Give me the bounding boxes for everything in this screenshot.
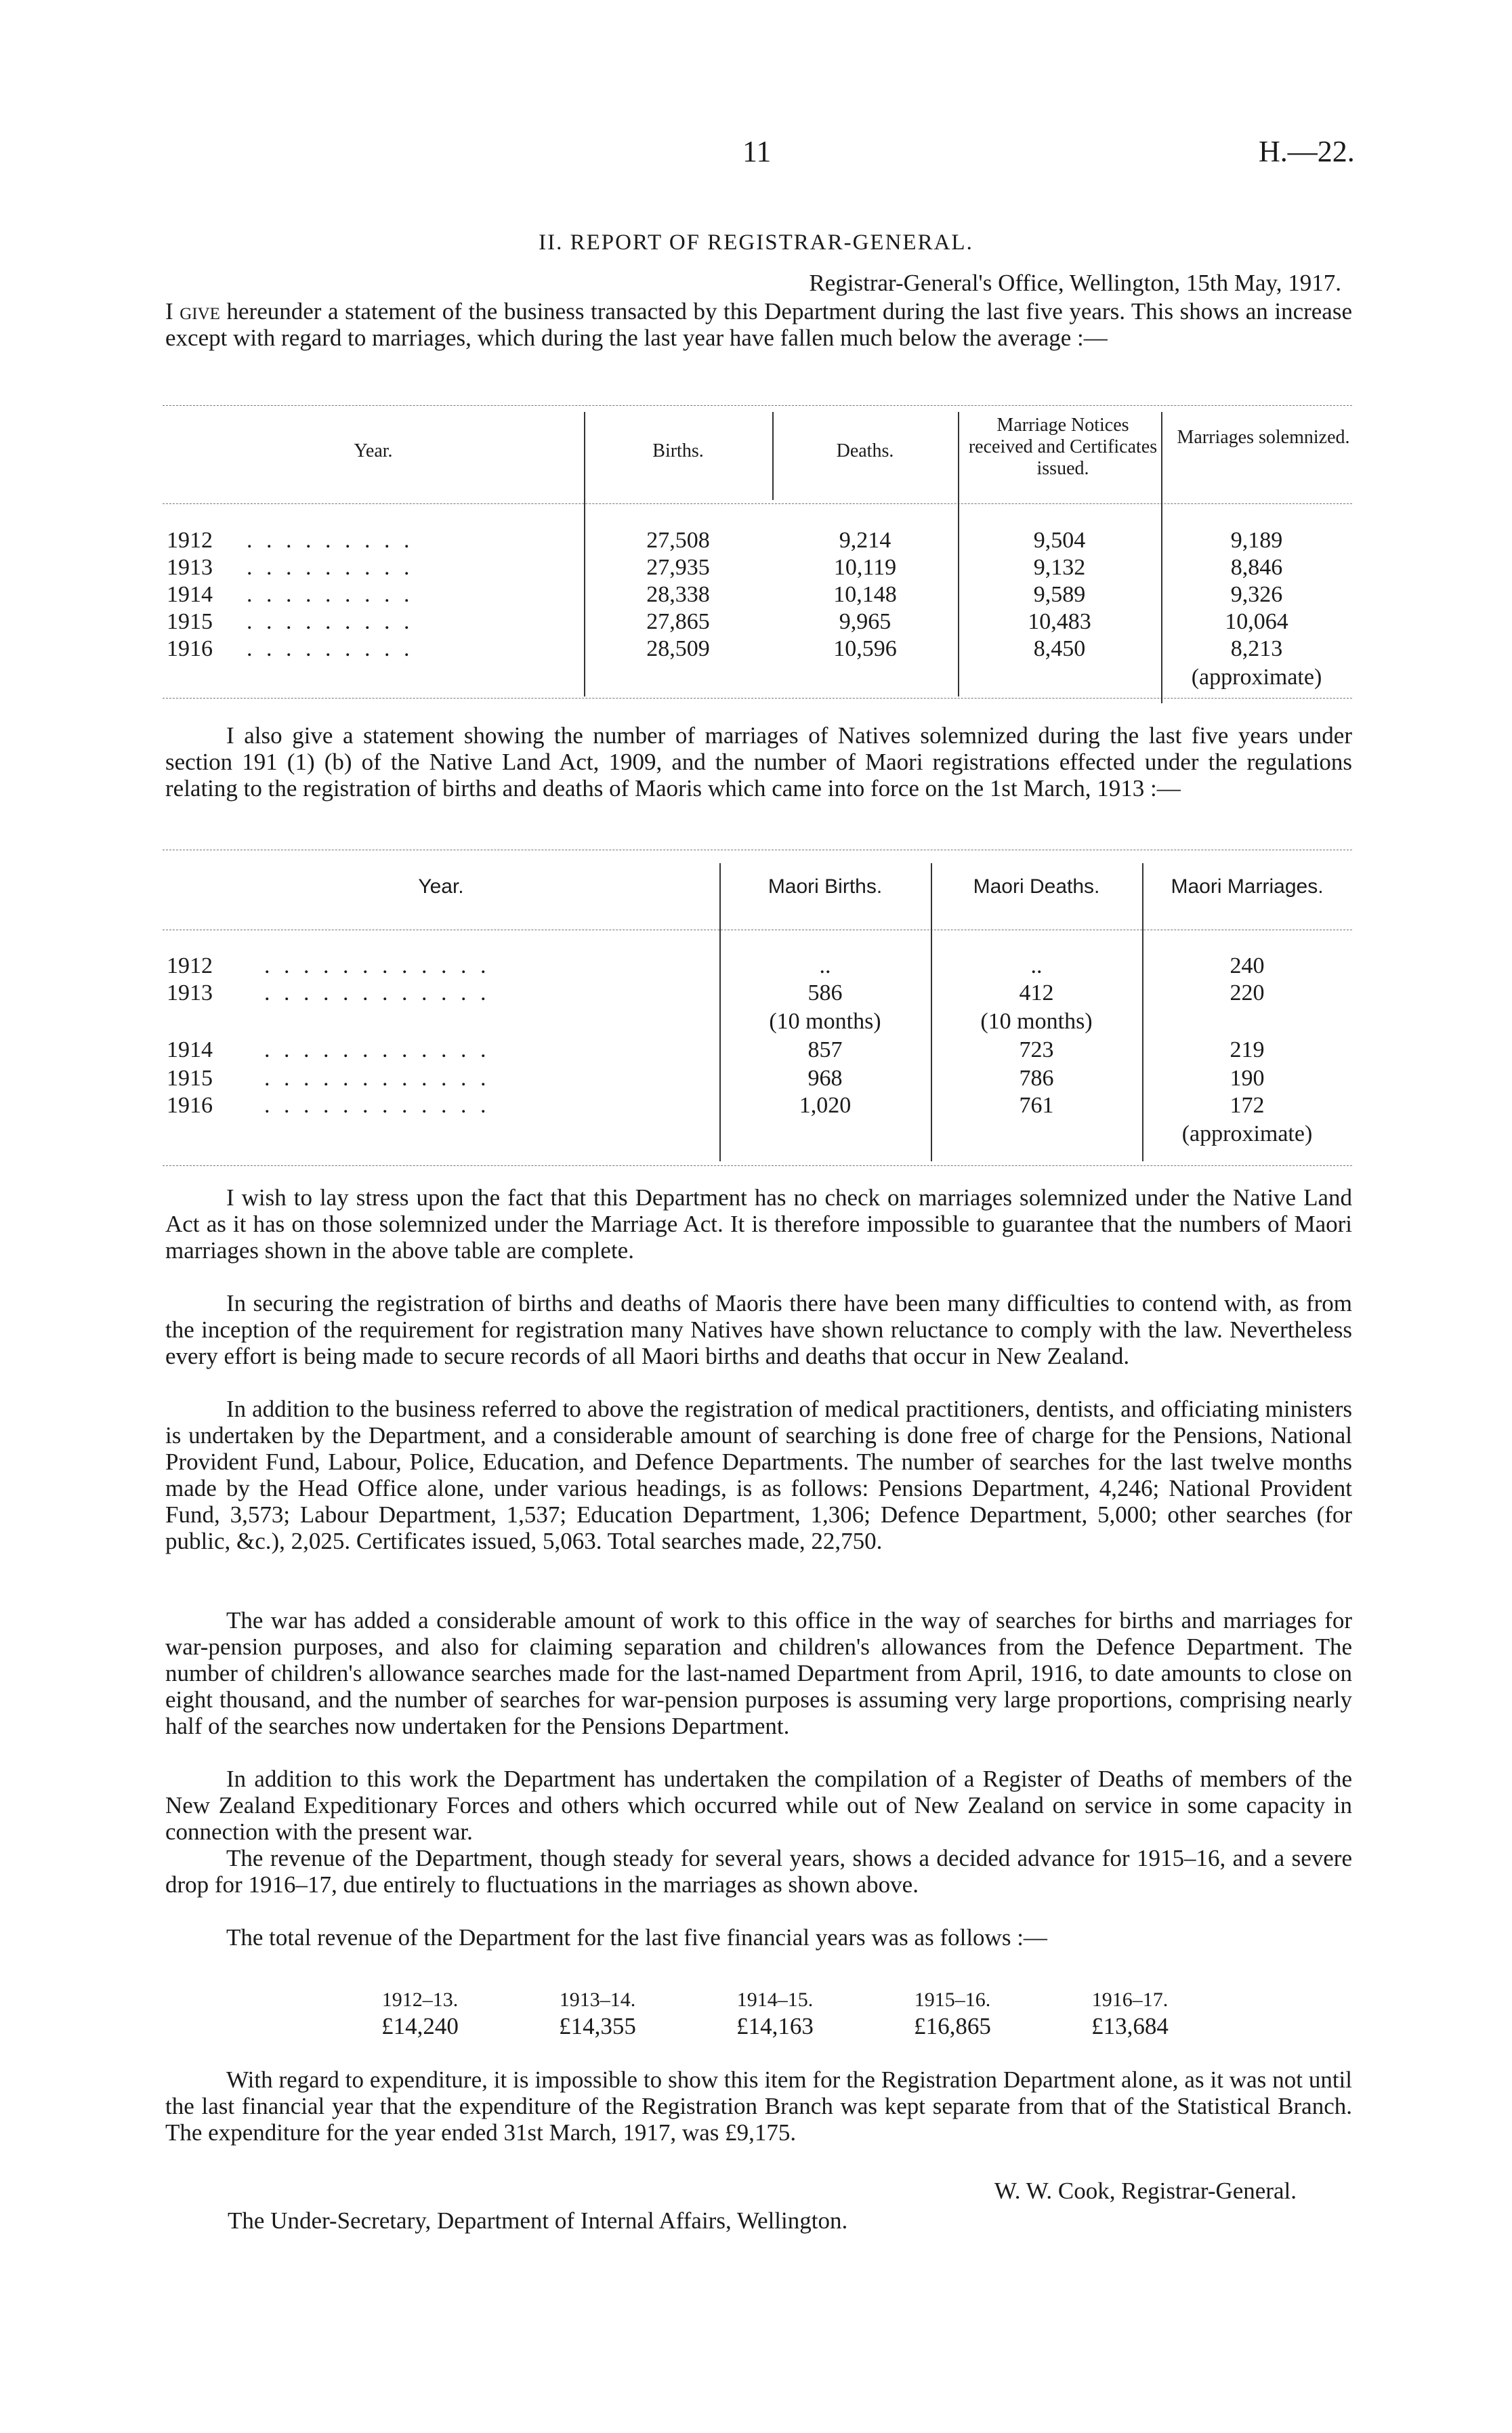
year-cell: 1916 [167, 1093, 213, 1118]
revenue-item [1049, 1988, 1211, 2041]
births-cell: 27,508 [646, 528, 710, 553]
leader-dots: . . . . . . . . . [247, 555, 414, 580]
year-cell: 1915 [167, 1066, 213, 1091]
leader-dots: . . . . . . . . . [247, 609, 414, 634]
header-marriage-notices: Marriage Notices received and Certificates issued. [968, 415, 1158, 479]
revenue-year: 1912–13. [381, 1989, 459, 2011]
header-maori-deaths: Maori Deaths. [973, 875, 1100, 898]
natives-paragraph: I also give a statement showing the number of marriages of Natives solemnized during the last five years under section 191 (1) (b) of the Native Land Act, 1909, and the number of Maori registrations effected under the regulations relating to the registration of births and deaths of Maoris which came into force on the 1st March, 1913 :— [165, 722, 1352, 802]
header-deaths: Deaths. [836, 440, 894, 461]
revenue-item [516, 1988, 679, 2041]
year-cell: 1912 [167, 528, 213, 553]
header-year: Year. [354, 440, 393, 461]
header-maori-births: Maori Births. [768, 875, 883, 898]
leader-dots: . . . . . . . . . [247, 582, 414, 607]
maori-marriages-cell: 172 [1230, 1093, 1265, 1118]
intro-paragraph [165, 298, 1352, 351]
maori-births-cell: 586 [807, 980, 843, 1005]
table-rule [163, 503, 1352, 504]
maori-statistics-table [163, 850, 1352, 1165]
revenue-amount: £14,240 [381, 2013, 459, 2039]
maori-registration-paragraph: In securing the registration of births and deaths of Maoris there have been many difficulties to contend with, as from the inception of the requirement for registration many Natives have shown reluctance to comply with the law. Nevertheless every effort is being made to secure records of all Maori births and deaths that occur in New Zealand. [165, 1290, 1352, 1369]
maori-births-cell: 968 [807, 1066, 843, 1091]
deaths-cell: 9,965 [839, 609, 891, 634]
leader-dots: . . . . . . . . . . . . [264, 980, 490, 1005]
maori-marriages-cell: 190 [1230, 1066, 1265, 1091]
intro-text: hereunder a statement of the business transacted by this Department during the last five years. This shows an increase except with regard to marriages, which during the last year have fallen much below the average :— [165, 298, 1352, 351]
leader-dots: . . . . . . . . . . . . [264, 1037, 490, 1062]
deaths-cell: 10,148 [833, 582, 897, 607]
searches-paragraph: In addition to the business referred to above the registration of medical practitioners, dentists, and officiating ministers is undertaken by the Department, and a considerable amount of searching is done free of charge for the Pensions, National Provident Fund, Labour, Police, Education, and Defence Departments. The number of searches for the last twelve months made by the Head Office alone, under various headings, is as follows: Pensions Department, 4,246; National Provident Fund, 3,573; Labour Department, 1,537; Education Department, 1,306; Defence Department, 5,000; other searches (for public, &c.), 2,025. Certificates issued, 5,063. Total searches made, 22,750. [165, 1396, 1352, 1554]
header-births: Births. [652, 440, 704, 461]
year-cell: 1912 [167, 953, 213, 978]
year-cell: 1914 [167, 1037, 213, 1062]
header-marriages: Marriages solemnized. [1177, 427, 1350, 448]
war-work-paragraph: The war has added a considerable amount of work to this office in the way of searches for births and marriages for war-pension purposes, and also for claiming separation and children's allowances from the Defence Department. The number of children's allowance searches made for the last-named Department from April, 1916, to date amounts to close on eight thousand, and the number of searches for war-pension purposes is assuming very large proportions, comprising nearly half of the searches now undertaken for the Pensions Department. [165, 1607, 1352, 1739]
maori-births-cell: .. [819, 953, 831, 978]
intro-lead: I give [165, 298, 220, 325]
leader-dots: . . . . . . . . . . . . [264, 1093, 490, 1118]
revenue-paragraph: The revenue of the Department, though steady for several years, shows a decided advance for 1915–16, and a severe drop for 1916–17, due entirely to fluctuations in the marriages as shown above. [165, 1845, 1352, 1898]
births-cell: 28,338 [646, 582, 710, 607]
year-cell: 1914 [167, 582, 213, 607]
maori-marriages-cell: 219 [1230, 1037, 1265, 1062]
births-cell: 27,865 [646, 609, 710, 634]
revenue-year: 1914–15. [736, 1989, 814, 2011]
revenue-year: 1915–16. [914, 1989, 991, 2011]
table-rule [163, 698, 1352, 699]
revenue-amount: £14,163 [736, 2013, 814, 2039]
marriages-cell: 9,189 [1230, 528, 1283, 553]
maori-deaths-cell: 723 [1019, 1037, 1054, 1062]
register-of-deaths-paragraph: In addition to this work the Department has undertaken the compilation of a Register of Deaths of members of the New Zealand Expeditionary Forces and others which occurred while out of New Zealand on service in some capacity in connection with the present war. [165, 1766, 1352, 1845]
marriages-cell: 8,846 [1230, 555, 1283, 580]
maori-deaths-cell: 786 [1019, 1066, 1054, 1091]
header-maori-marriages: Maori Marriages. [1171, 875, 1324, 898]
table-rule [163, 405, 1352, 406]
table-rule [163, 1165, 1352, 1166]
revenue-item [339, 1988, 501, 2041]
approximate-note: (approximate) [1181, 1121, 1313, 1146]
maori-births-cell: 1,020 [799, 1093, 852, 1118]
notices-cell: 9,504 [1033, 528, 1086, 553]
maori-marriages-cell: 220 [1230, 980, 1265, 1005]
deaths-cell: 9,214 [839, 528, 891, 553]
revenue-item [871, 1988, 1034, 2041]
marriages-cell: 10,064 [1225, 609, 1288, 634]
page-number: 11 [742, 135, 772, 168]
notices-cell: 9,132 [1033, 555, 1086, 580]
notices-cell: 10,483 [1028, 609, 1091, 634]
ten-months-note: (10 months) [980, 1009, 1093, 1034]
maori-births-cell: 857 [807, 1037, 843, 1062]
revenue-year: 1913–14. [559, 1989, 636, 2011]
maori-marriages-cell: 240 [1230, 953, 1265, 978]
report-title: II. REPORT OF REGISTRAR-GENERAL. [539, 230, 973, 255]
marriages-cell: 9,326 [1230, 582, 1283, 607]
header-year: Year. [418, 875, 464, 898]
births-cell: 28,509 [646, 636, 710, 661]
approximate-note: (approximate) [1191, 665, 1322, 690]
year-cell: 1916 [167, 636, 213, 661]
marriages-cell: 8,213 [1230, 636, 1283, 661]
year-cell: 1913 [167, 980, 213, 1005]
revenue-amount: £14,355 [559, 2013, 636, 2039]
maori-deaths-cell: 761 [1019, 1093, 1054, 1118]
ten-months-note: (10 months) [769, 1009, 881, 1034]
notices-cell: 8,450 [1033, 636, 1086, 661]
addressee: The Under-Secretary, Department of Internal Affairs, Wellington. [228, 2207, 848, 2234]
vital-statistics-table [163, 405, 1352, 698]
notices-cell: 9,589 [1033, 582, 1086, 607]
maori-deaths-cell: 412 [1019, 980, 1054, 1005]
signature: W. W. Cook, Registrar-General. [994, 2178, 1297, 2204]
leader-dots: . . . . . . . . . [247, 636, 414, 661]
leader-dots: . . . . . . . . . . . . [264, 1066, 490, 1091]
revenue-item [694, 1988, 856, 2041]
deaths-cell: 10,119 [833, 555, 897, 580]
revenue-amount: £13,684 [1091, 2013, 1169, 2039]
native-land-act-paragraph: I wish to lay stress upon the fact that this Department has no check on marriages solemnized under the Native Land Act as it has on those solemnized under the Marriage Act. It is therefore impossible to guarantee that the numbers of Maori marriages shown in the above table are complete. [165, 1184, 1352, 1264]
revenue-year: 1916–17. [1091, 1989, 1169, 2011]
maori-deaths-cell: .. [1030, 953, 1043, 978]
leader-dots: . . . . . . . . . [247, 528, 414, 553]
leader-dots: . . . . . . . . . . . . [264, 953, 490, 978]
dateline: Registrar-General's Office, Wellington, 15th May, 1917. [809, 270, 1341, 296]
document-reference: H.—22. [1259, 135, 1355, 168]
year-cell: 1913 [167, 555, 213, 580]
deaths-cell: 10,596 [833, 636, 897, 661]
total-revenue-paragraph: The total revenue of the Department for the last five financial years was as follows :— [226, 1924, 1047, 1951]
year-cell: 1915 [167, 609, 213, 634]
expenditure-paragraph: With regard to expenditure, it is impossible to show this item for the Registration Department alone, as it was not until the last financial year that the expenditure of the Registration Branch was kept separate from that of the Statistical Branch. The expenditure for the year ended 31st March, 1917, was £9,175. [165, 2066, 1352, 2146]
births-cell: 27,935 [646, 555, 710, 580]
revenue-amount: £16,865 [914, 2013, 991, 2039]
